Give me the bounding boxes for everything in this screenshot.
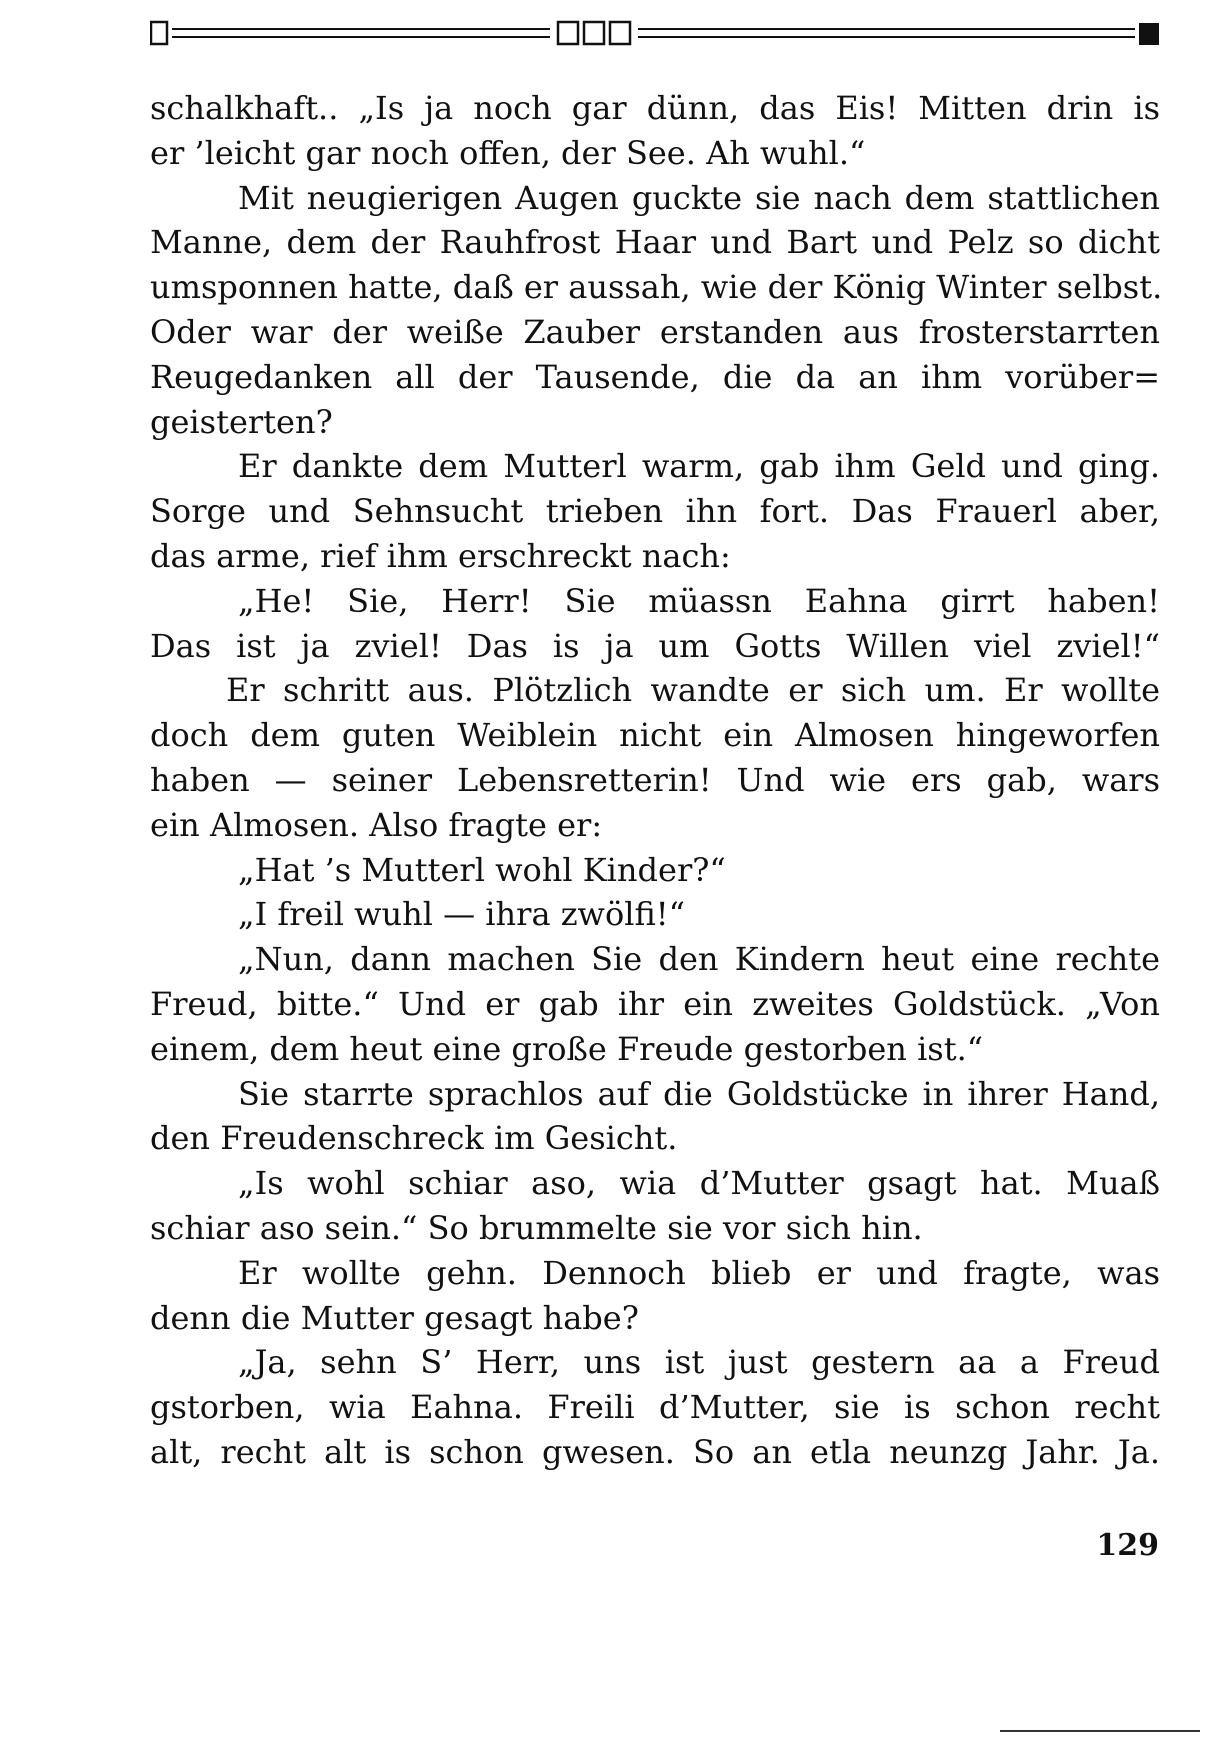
footer-rule [1000, 1730, 1200, 1732]
text-line: „I freil wuhl — ihra zwölfi!“ [238, 895, 685, 934]
text-line: „Ja, sehn S’ Herr, uns ist just gestern aa a Freud [238, 1343, 1160, 1382]
text-line: Reugedanken all der Tausende, die da an ihm vorüber= [150, 357, 1160, 396]
text-line: ein Almosen. Also fragte er: [150, 805, 603, 844]
ornament-box-center-3 [610, 22, 630, 44]
text-line: Sie starrte sprachlos auf die Goldstücke in ihrer Hand, [238, 1074, 1160, 1113]
text-line: umsponnen hatte, daß er aussah, wie der König Winter selbst. [150, 268, 1163, 307]
text-line: einem, dem heut eine große Freude gestorben ist.“ [150, 1029, 984, 1068]
text-line: gstorben, wia Eahna. Freili d’Mutter, sie is schon recht [150, 1388, 1160, 1427]
text-line: Manne, dem der Rauhfrost Haar und Bart und Pelz so dicht [150, 223, 1160, 262]
text-line: schiar aso sein.“ So brummelte sie vor sich hin. [150, 1208, 923, 1247]
text-line: doch dem guten Weiblein nicht ein Almosen hingeworfen [150, 716, 1160, 755]
text-line: denn die Mutter gesagt habe? [150, 1298, 639, 1337]
ornament-box-center-1 [558, 22, 578, 44]
text-line: Freud, bitte.“ Und er gab ihr ein zweites Goldstück. „Von [150, 984, 1160, 1023]
text-line: den Freudenschreck im Gesicht. [150, 1119, 678, 1158]
text-line: das arme, rief ihm erschreckt nach: [150, 536, 731, 575]
text-line: „He! Sie, Herr! Sie müassn Eahna girrt haben! [238, 581, 1160, 620]
text-line: geisterten? [150, 402, 333, 441]
text-line: Mit neugierigen Augen guckte sie nach dem stattlichen [238, 178, 1160, 217]
header-ornament [150, 18, 1160, 50]
text-line: alt, recht alt is schon gwesen. So an etla neunzg Jahr. Ja. [150, 1432, 1160, 1471]
ornament-box-center-2 [584, 22, 604, 44]
text-line: Er dankte dem Mutterl warm, gab ihm Geld und ging. [238, 447, 1160, 486]
body-text [150, 86, 1163, 1475]
text-line: haben — seiner Lebensretterin! Und wie ers gab, wars [150, 760, 1160, 799]
ornament-box-right [1140, 24, 1158, 44]
ornament-box-left [151, 22, 167, 44]
text-line: er ’leicht gar noch offen, der See. Ah wuhl.“ [150, 133, 866, 172]
text-line: Sorge und Sehnsucht trieben ihn fort. Das Frauerl aber, [150, 492, 1160, 531]
text-line: Er schritt aus. Plötzlich wandte er sich um. Er wollte [226, 671, 1160, 710]
text-line: Das ist ja zviel! Das is ja um Gotts Willen viel zviel!“ [150, 626, 1160, 665]
text-line: Er wollte gehn. Dennoch blieb er und fragte, was [238, 1253, 1160, 1292]
text-line: „Hat ’s Mutterl wohl Kinder?“ [238, 850, 726, 889]
text-line: Oder war der weiße Zauber erstanden aus frosterstarrten [150, 312, 1160, 351]
text-line: „Nun, dann machen Sie den Kindern heut eine rechte [238, 940, 1160, 979]
text-line: „Is wohl schiar aso, wia d’Mutter gsagt hat. Muaß [238, 1164, 1160, 1203]
text-line: schalkhaft.. „Is ja noch gar dünn, das Eis! Mitten drin is [150, 89, 1160, 127]
page-number: 129 [1096, 1528, 1159, 1563]
